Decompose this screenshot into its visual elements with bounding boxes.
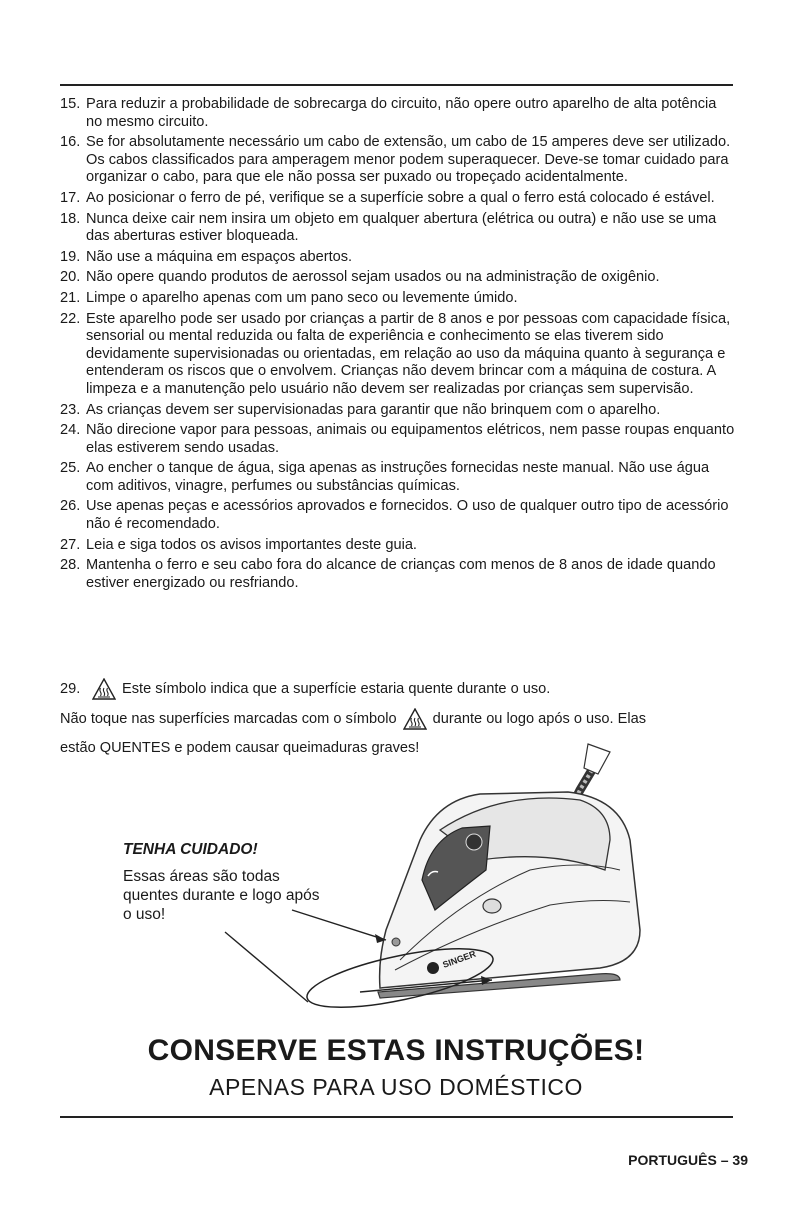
hot-surface-warning-icon [92, 678, 116, 700]
list-item-text: As crianças devem ser supervisionadas para garantir que não brinquem com o aparelho. [86, 401, 661, 418]
safety-instructions-list [60, 96, 735, 595]
list-item-number: 18. [60, 210, 81, 227]
list-item [60, 557, 735, 592]
list-item [60, 460, 735, 495]
list-item-text: Limpe o aparelho apenas com um pano seco ou levemente úmido. [86, 289, 518, 306]
list-item [60, 269, 735, 287]
list-item [60, 211, 735, 246]
save-instructions-title: CONSERVE ESTAS INSTRUÇÕES! [147, 1034, 645, 1067]
list-item [60, 537, 735, 555]
list-item-number: 17. [60, 189, 81, 206]
list-item-text: Se for absolutamente necessário um cabo de extensão, um cabo de 15 amperes deve ser utilizado. Os cabos classificados para amperagem menor podem superaquecer. Deve-se tomar cuidado para organizar o cabo, para que ele não possa ser puxado ou tropeçado acidentalmente. [86, 134, 731, 186]
list-item-text: Não opere quando produtos de aerossol sejam usados ou na administração de oxigênio. [86, 269, 660, 286]
list-item [60, 498, 735, 533]
list-item-number: 20. [60, 269, 81, 286]
list-item [60, 422, 735, 457]
list-item-text: Use apenas peças e acessórios aprovados e fornecidos. O uso de qualquer outro tipo de acessório não é recomendado. [86, 498, 729, 533]
item-29-text: Este símbolo indica que a superfície estaria quente durante o uso. [122, 681, 551, 697]
list-item-text: Nunca deixe cair nem insira um objeto em qualquer abertura (elétrica ou outra) e não use se uma das aberturas estiver bloqueada. [86, 210, 717, 245]
list-item-text: Ao posicionar o ferro de pé, verifique se a superfície sobre a qual o ferro está colocado é estável. [86, 189, 715, 206]
warning-text-before: Não toque nas superfícies marcadas com o símbolo [60, 711, 397, 727]
list-item-text: Mantenha o ferro e seu cabo fora do alcance de crianças com menos de 8 anos de idade quando estiver energizado ou resfriando. [86, 557, 716, 591]
list-item-number: 16. [60, 134, 81, 151]
list-item-number: 21. [60, 289, 81, 306]
list-item [60, 190, 735, 208]
iron-brand-label: SINGER [441, 948, 478, 970]
list-item-text: Leia e siga todos os avisos importantes deste guia. [86, 536, 417, 553]
item-29 [60, 678, 550, 700]
list-item-number: 27. [60, 536, 81, 553]
list-item [60, 311, 735, 399]
list-item-text: Não direcione vapor para pessoas, animais ou equipamentos elétricos, nem passe roupas enquanto elas estiverem sendo usadas. [86, 422, 735, 456]
list-item-number: 19. [60, 248, 81, 265]
steam-iron-illustration [200, 730, 660, 1010]
list-item-number: 24. [60, 422, 81, 439]
list-item-text: Não use a máquina em espaços abertos. [86, 248, 353, 265]
list-item [60, 290, 735, 308]
list-item-number: 15. [60, 96, 81, 112]
list-item [60, 134, 735, 187]
list-item-number: 23. [60, 401, 81, 418]
top-divider [60, 84, 733, 86]
warning-text-after: durante ou logo após o uso. Elas [432, 711, 647, 727]
warning-text-line2: estão QUENTES e podem causar queimaduras graves! [60, 740, 420, 756]
list-item-text: Ao encher o tanque de água, siga apenas as instruções fornecidas neste manual. Não use água com aditivos, vinagre, perfumes ou substâncias químicas. [86, 460, 710, 494]
hot-surface-warning [60, 708, 646, 730]
hot-surface-warning-icon [403, 708, 427, 730]
list-item [60, 402, 735, 420]
caution-title: TENHA CUIDADO! [123, 841, 258, 858]
list-item-number: 22. [60, 310, 81, 327]
household-use-subtitle: APENAS PARA USO DOMÉSTICO [209, 1074, 583, 1100]
list-item-text: Este aparelho pode ser usado por crianças a partir de 8 anos e por pessoas com capacidade física, sensorial ou mental reduzida ou falta de experiência e conhecimento se elas tiverem sido devidamente supervisionadas ou orientadas, em relação ao uso da máquina quanto à segurança e entenderam os riscos que o envolvem. Crianças não devem brincar com a máquina de costura. A limpeza e a manutenção pelo usuário não devem ser realizadas por crianças sem supervisão. [86, 310, 731, 397]
caution-body: Essas áreas são todas quentes durante e logo após o uso! [123, 868, 320, 923]
bottom-divider [60, 1116, 733, 1118]
list-item-number: 25. [60, 460, 81, 477]
page-footer: PORTUGUÊS – 39 [628, 1152, 748, 1168]
list-item-number: 26. [60, 498, 81, 515]
list-item-text: Para reduzir a probabilidade de sobrecarga do circuito, não opere outro aparelho de alta potência no mesmo circuito. [86, 96, 717, 130]
list-item [60, 249, 735, 267]
list-item-number: 28. [60, 557, 81, 574]
item-29-number: 29. [60, 681, 81, 697]
list-item [60, 96, 735, 131]
